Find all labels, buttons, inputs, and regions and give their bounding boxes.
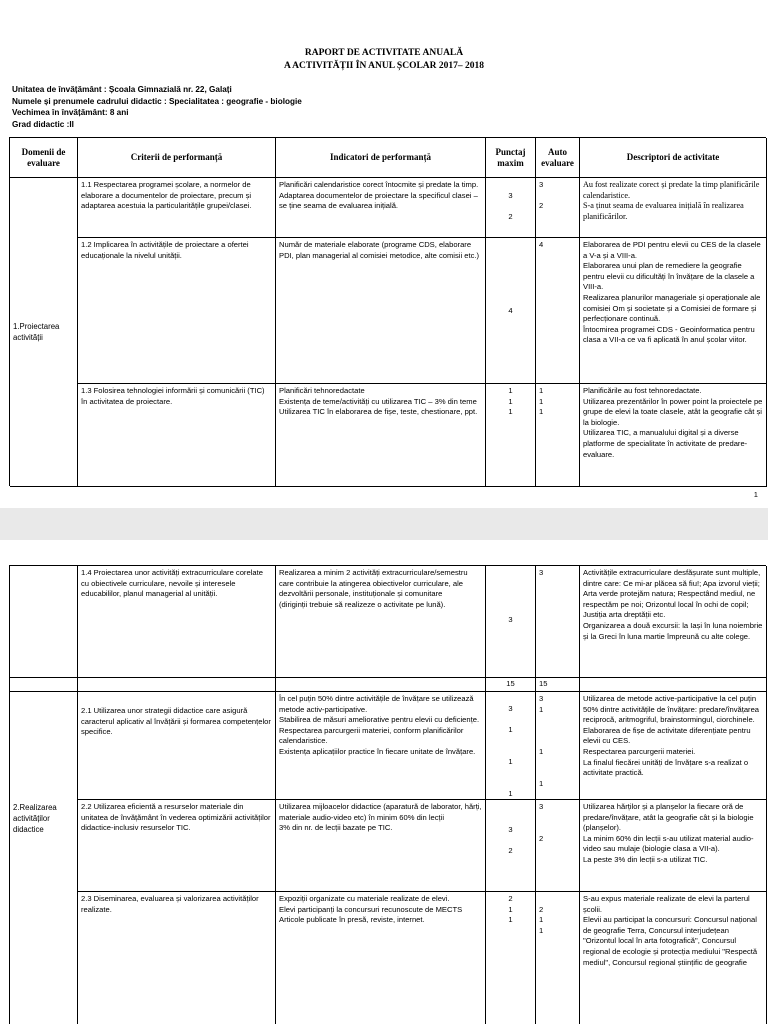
criteria-1-4: 1.4 Proiectarea unor activități extracurriculare corelate cu obiectivele curriculare, nevoile și interesele educabililor, planul managerial al unității. (78, 566, 276, 678)
max-score-1-4: 3 (486, 566, 536, 678)
meta-teacher: Numele și prenumele cadrului didactic : Specialitatea : geografie - biologie (12, 96, 302, 106)
total-max-score: 15 (486, 678, 536, 692)
meta-grade: Grad didactic :II (12, 119, 74, 129)
self-eval-1-1: 3 2 (536, 178, 580, 238)
self-eval-2-1: 3 1 1 1 (536, 692, 580, 800)
page-number: 1 (753, 490, 758, 499)
domain-2-cell (10, 692, 78, 1024)
total-self-eval: 15 (536, 678, 580, 692)
descriptors-2-3: S-au expus materiale realizate de elevi la parterul școlii. Elevii au participat la concursuri: Concursul național de geografie Terra, Concursul interjudețean "Orizontul local în arta fotografică", Concursul regional de ecologie și protecția mediului "Respectă mediul", Concursul regional științific de geografie (580, 892, 767, 1024)
total-row-domain (10, 678, 78, 692)
self-eval-1-4: 3 (536, 566, 580, 678)
indicators-1-1: Planificări calendaristice corect întocmite și predate la timp. Adaptarea documentelor de proiectare la specificul clasei – se ține seama de evaluarea inițială. (276, 178, 486, 238)
col-header-domain: Domenii de evaluare (10, 138, 78, 178)
domain-1-cell (10, 178, 78, 487)
criteria-1-2: 1.2 Implicarea în activitățile de proiectare a ofertei educaționale la nivelul unității. (78, 238, 276, 384)
indicators-2-3: Expoziții organizate cu materiale realizate de elevi. Elevi participanți la concursuri recunoscute de MECTS Articole publicate în presă, reviste, internet. (276, 892, 486, 1024)
self-eval-1-2: 4 (536, 238, 580, 384)
max-score-2-2: 3 2 (486, 800, 536, 892)
max-score-2-1: 3 1 1 1 (486, 692, 536, 800)
domain-1-label: 1.Proiectarea activității (13, 322, 60, 342)
col-header-indicators: Indicatori de performanță (276, 138, 486, 178)
max-score-1-2: 4 (486, 238, 536, 384)
max-score-1-1: 3 2 (486, 178, 536, 238)
indicators-1-2: Număr de materiale elaborate (programe CDS, elaborare PDI, plan managerial al comisiei metodice, alte comisii etc.) (276, 238, 486, 384)
total-row-indicators (276, 678, 486, 692)
descriptors-2-2: Utilizarea hărților și a planșelor la fiecare oră de predare/învățare, atât la geografie cât și la biologie (planșelor). La minim 60% din lecții s-au utilizat material audio-video sau mulaje (biologie clasa a VII-a). La peste 3% din lecții s-a utilizat TIC. (580, 800, 767, 892)
indicators-2-1: În cel puțin 50% dintre activitățile de învățare se utilizează metode activ-participative. Stabilirea de măsuri ameliorative pentru elevii cu deficiențe. Respectarea parcurgerii materiei, conform planificărilor calendaristice. Existența aplicațiilor practice în fiecare unitate de învățare. (276, 692, 486, 800)
report-title-line-2: A ACTIVITĂȚII ÎN ANUL ȘCOLAR 2017– 2018 (283, 61, 485, 71)
total-row-criteria (78, 678, 276, 692)
descriptors-1-1: Au fost realizate corect și predate la timp planificările calendaristice. S-a ținut seama de evaluarea inițială în realizarea planificărilor. (580, 178, 767, 238)
self-eval-2-3: 2 1 1 (536, 892, 580, 1024)
total-row-descriptors (580, 678, 767, 692)
criteria-1-3: 1.3 Folosirea tehnologiei informării și comunicării (TIC) în activitatea de proiectare. (78, 384, 276, 487)
criteria-1-1: 1.1 Respectarea programei școlare, a normelor de elaborare a documentelor de proiectare, precum și adaptarea acestuia la particularitățile grupei/clasei. (78, 178, 276, 238)
domain-2-label: 2.Realizarea activităților didactice (13, 803, 57, 834)
self-eval-2-2: 3 2 (536, 800, 580, 892)
evaluation-table-page-1 (9, 137, 766, 486)
col-header-descriptors: Descriptori de activitate (580, 138, 767, 178)
descriptors-2-1: Utilizarea de metode active-participative la cel puțin 50% dintre activitățile de învățare: predare/învățarea reciprocă, aritmogriful, brainstormingul, ciorchinele. Elaborarea de fișe de activitate diferențiate pentru elevii cu CES. Respectarea parcurgerii materiei. La finalul fiecărei unități de învățare s-a realizat o activitate practică. (580, 692, 767, 800)
descriptors-1-2: Elaborarea de PDI pentru elevii cu CES de la clasele a V-a și a VIII-a. Elaborarea unui plan de remediere la geografie pentru elevii cu dificultăți în învățare de la clasele a VIII-a. Realizarea planurilor manageriale și operaționale ale comisiei Om și societate și a Comisiei de formare și perfecționare continuă. Întocmirea programei CDS - Geoinformatica pentru clasa a VII-a ce va fi aplicată în anul școlar viitor. (580, 238, 767, 384)
max-score-1-3: 1 1 1 (486, 384, 536, 487)
col-header-criteria: Criterii de performanță (78, 138, 276, 178)
col-header-max-score: Punctaj maxim (486, 138, 536, 178)
col-header-self-eval: Auto evaluare (536, 138, 580, 178)
criteria-2-3: 2.3 Diseminarea, evaluarea și valorizarea activităților realizate. (78, 892, 276, 1024)
self-eval-1-3: 1 1 1 (536, 384, 580, 487)
indicators-1-4: Realizarea a minim 2 activități extracurriculare/semestru care contribuie la atingerea obiectivelor curriculare, ale dezvoltării personale, instituționale și comunitare (diriginții trebuie să realizeze o activitate pe lună). (276, 566, 486, 678)
meta-school: Unitatea de învățământ : Școala Gimnazială nr. 22, Galați (12, 85, 232, 94)
max-score-2-3: 2 1 1 (486, 892, 536, 1024)
descriptors-1-3: Planificările au fost tehnoredactate. Utilizarea prezentărilor în power point la proiectele pe grupe de elevi la toate clasele, atât la geografie cât și la biologie. Utilizarea TIC, a manualului digital și a diverse platforme de specialitate în activitate de predare-evaluare. (580, 384, 767, 487)
indicators-2-2: Utilizarea mijloacelor didactice (aparatură de laborator, hărți, materiale audio-video etc) în minim 60% din lecții 3% din nr. de lecții bazate pe TIC. (276, 800, 486, 892)
report-title-line-1: RAPORT DE ACTIVITATE ANUALĂ (304, 48, 464, 58)
document-page-1 (0, 0, 768, 508)
domain-1-continued-cell (10, 566, 78, 678)
meta-seniority: Vechimea în învățământ: 8 ani (12, 108, 129, 117)
criteria-2-2: 2.2 Utilizarea eficientă a resurselor materiale din unitatea de învățământ în vederea optimizării activităților didactice-inclusiv resurselor TIC. (78, 800, 276, 892)
criteria-2-1: 2.1 Utilizarea unor strategii didactice care asigură caracterul aplicativ al învățării și formarea competențelor specifice. (78, 692, 276, 800)
evaluation-table-page-2 (9, 565, 766, 1024)
indicators-1-3: Planificări tehnoredactate Existența de teme/activități cu utilizarea TIC – 3% din teme Utilizarea TIC în elaborarea de fișe, teste, chestionare, ppt. (276, 384, 486, 487)
descriptors-1-4: Activitățile extracurriculare desfășurate sunt multiple, dintre care: Ce mi-ar plăcea să fiu!; Apa izvorul vieții; Arta verde protejăm natura; Respectând mediul, ne respectăm pe noi; Orizontul local în ochi de copil; Justiția arta dreptății etc. Organizarea a două excursii: la Iași în luna noiembrie și la Greci în luna martie împreună cu alte colege. (580, 566, 767, 678)
document-page-2 (0, 540, 768, 1024)
